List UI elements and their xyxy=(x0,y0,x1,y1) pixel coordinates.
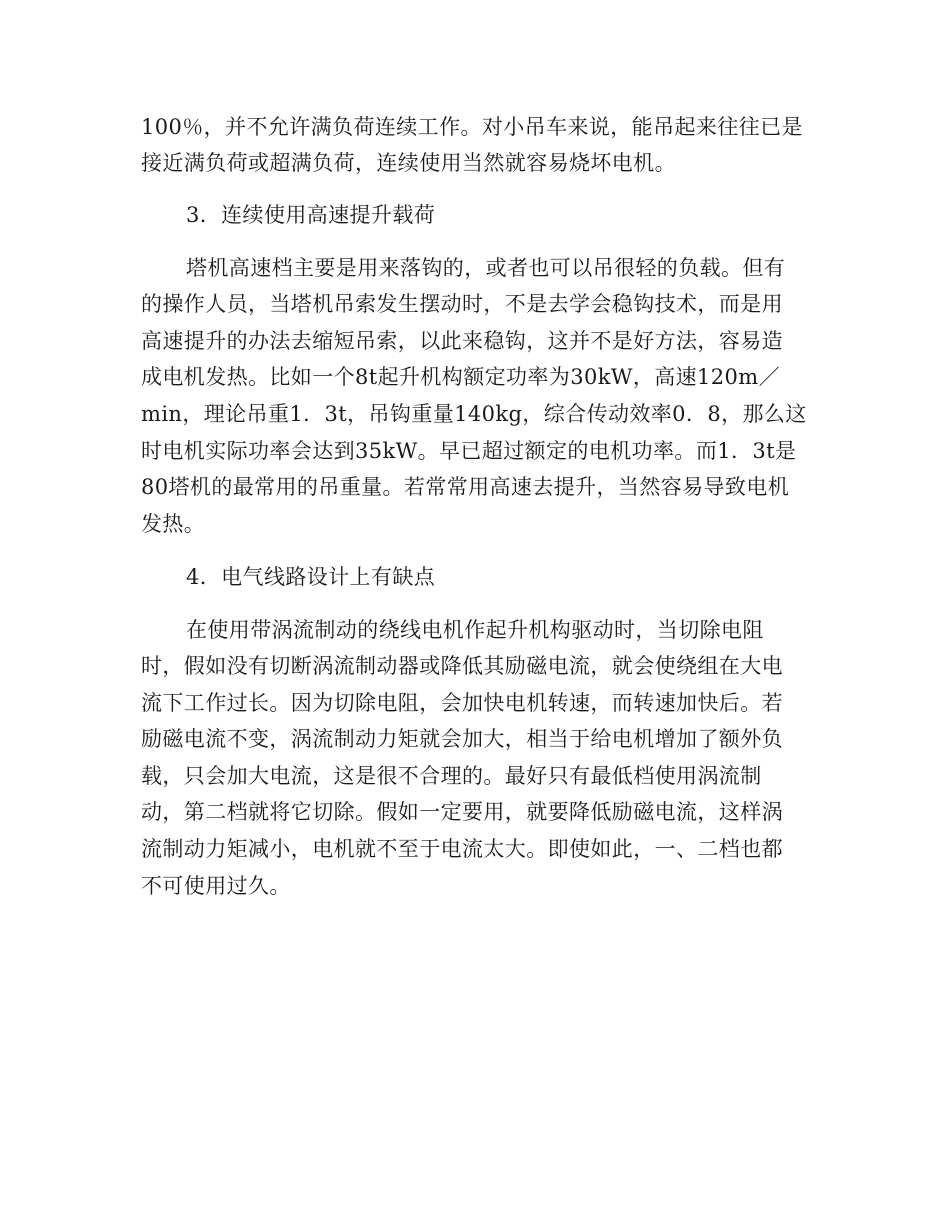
paragraph-3-line-7: 流制动力矩减小，电机就不至于电流太大。即使如此，一、二档也都 xyxy=(141,837,783,861)
paragraph-3-line-5: 载，只会加大电流，这是很不合理的。最好只有最低档使用涡流制 xyxy=(141,764,762,788)
paragraph-3-line-2: 时，假如没有切断涡流制动器或降低其励磁电流，就会使绕组在大电 xyxy=(141,654,783,678)
section-heading-4: 4．电气线路设计上有缺点 xyxy=(186,565,436,589)
paragraph-1-line-2: 接近满负荷或超满负荷，连续使用当然就容易烧坏电机。 xyxy=(141,151,676,175)
paragraph-2-line-8: 发热。 xyxy=(141,512,206,536)
paragraph-2-line-3: 高速提升的办法去缩短吊索，以此来稳钩，这并不是好方法，容易造 xyxy=(141,329,783,353)
paragraph-2-line-7: 80塔机的最常用的吊重量。若常常用高速去提升，当然容易导致电机 xyxy=(141,475,790,499)
paragraph-3-line-4: 励磁电流不变，涡流制动力矩就会加大，相当于给电机增加了额外负 xyxy=(141,727,783,751)
paragraph-2-line-5: min，理论吊重1．3t，吊钩重量140kg，综合传动效率0．8，那么这 xyxy=(141,402,807,426)
paragraph-1-line-1: 100％，并不允许满负荷连续工作。对小吊车来说，能吊起来往往已是 xyxy=(141,115,803,139)
paragraph-2-line-6: 时电机实际功率会达到35kW。早已超过额定的电机功率。而1．3t是 xyxy=(141,439,797,463)
section-heading-3: 3．连续使用高速提升载荷 xyxy=(186,203,436,227)
paragraph-2-line-2: 的操作人员，当塔机吊索发生摆动时，不是去学会稳钩技术，而是用 xyxy=(141,292,783,316)
paragraph-3-line-3: 流下工作过长。因为切除电阻，会加快电机转速，而转速加快后。若 xyxy=(141,691,783,715)
paragraph-3-line-6: 动，第二档就将它切除。假如一定要用，就要降低励磁电流，这样涡 xyxy=(141,800,783,824)
paragraph-2-line-1: 塔机高速档主要是用来落钩的，或者也可以吊很轻的负载。但有 xyxy=(186,256,786,280)
paragraph-3-line-8: 不可使用过久。 xyxy=(141,874,291,898)
paragraph-2-line-4: 成电机发热。比如一个8t起升机构额定功率为30kW，高速120m／ xyxy=(141,365,781,389)
paragraph-3-line-1: 在使用带涡流制动的绕线电机作起升机构驱动时，当切除电阻 xyxy=(186,618,764,642)
